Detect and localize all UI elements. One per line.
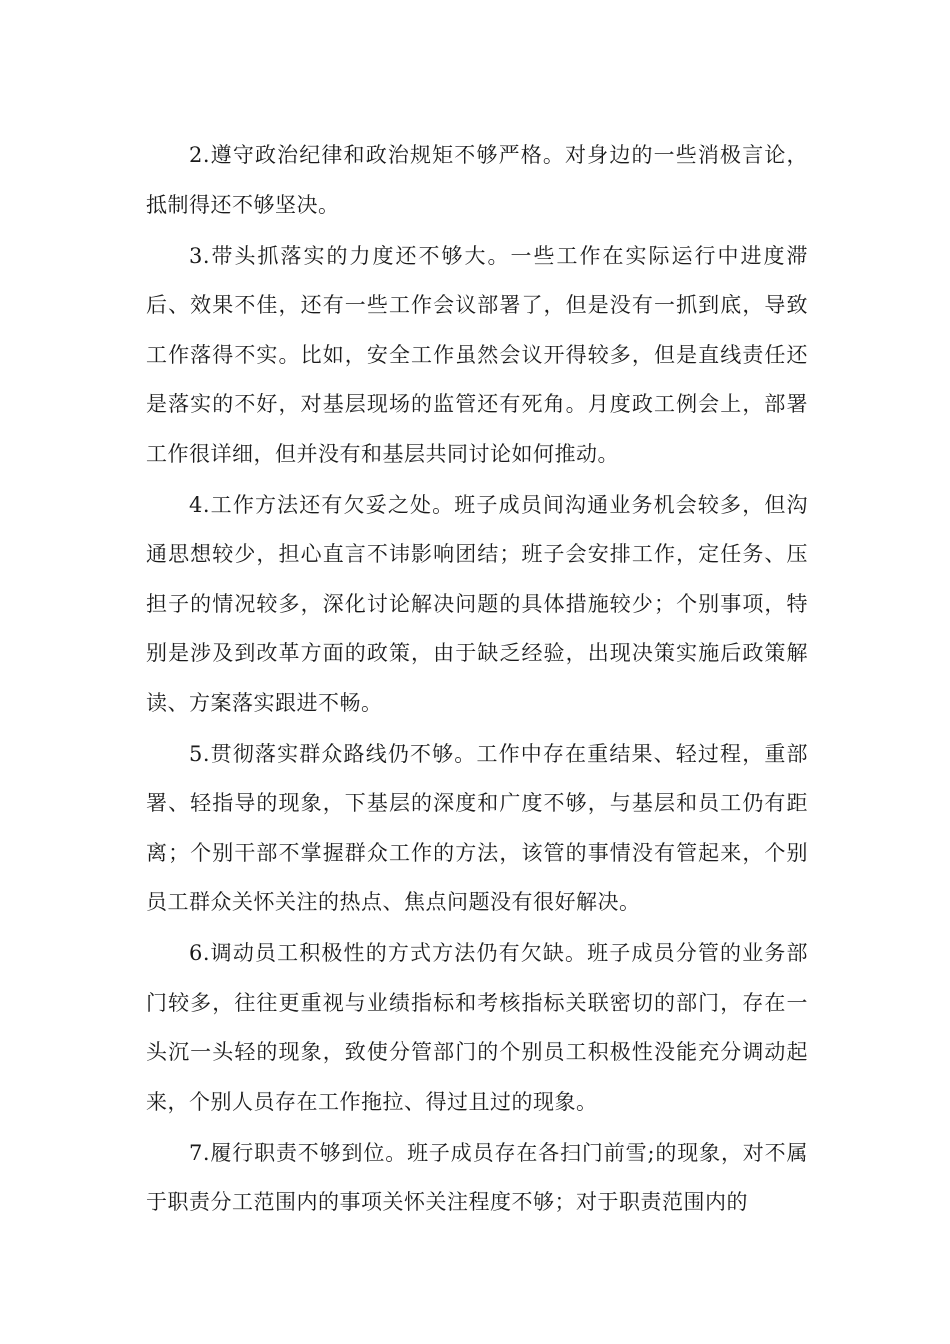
paragraph-item-2: 2.遵守政治纪律和政治规矩不够严格。对身边的一些消极言论，抵制得还不够坚决。: [146, 143, 808, 217]
document-body: [146, 131, 808, 1229]
paragraph-item-3: 3.带头抓落实的力度还不够大。一些工作在实际运行中进度滞后、效果不佳，还有一些工作会议部署了，但是没有一抓到底，导致工作落得不实。比如，安全工作虽然会议开得较多，但是直线责任还是落实的不好，对基层现场的监管还有死角。月度政工例会上，部署工作很详细，但并没有和基层共同讨论如何推动。: [146, 243, 808, 466]
paragraph-item-7: 7.履行职责不够到位。班子成员存在各扫门前雪;的现象，对不属于职责分工范围内的事项关怀关注程度不够；对于职责范围内的: [146, 1140, 808, 1214]
paragraph-item-5: 5.贯彻落实群众路线仍不够。工作中存在重结果、轻过程，重部署、轻指导的现象，下基层的深度和广度不够，与基层和员工仍有距离；个别干部不掌握群众工作的方法，该管的事情没有管起来，个别员工群众关怀关注的热点、焦点问题没有很好解决。: [146, 741, 808, 914]
paragraph-item-4: 4.工作方法还有欠妥之处。班子成员间沟通业务机会较多，但沟通思想较少，担心直言不讳影响团结；班子会安排工作，定任务、压担子的情况较多，深化讨论解决问题的具体措施较少；个别事项，特别是涉及到改革方面的政策，由于缺乏经验，出现决策实施后政策解读、方案落实跟进不畅。: [146, 492, 808, 715]
paragraph-item-6: 6.调动员工积极性的方式方法仍有欠缺。班子成员分管的业务部门较多，往往更重视与业绩指标和考核指标关联密切的部门，存在一头沉一头轻的现象，致使分管部门的个别员工积极性没能充分调动起来，个别人员存在工作拖拉、得过且过的现象。: [146, 941, 808, 1114]
